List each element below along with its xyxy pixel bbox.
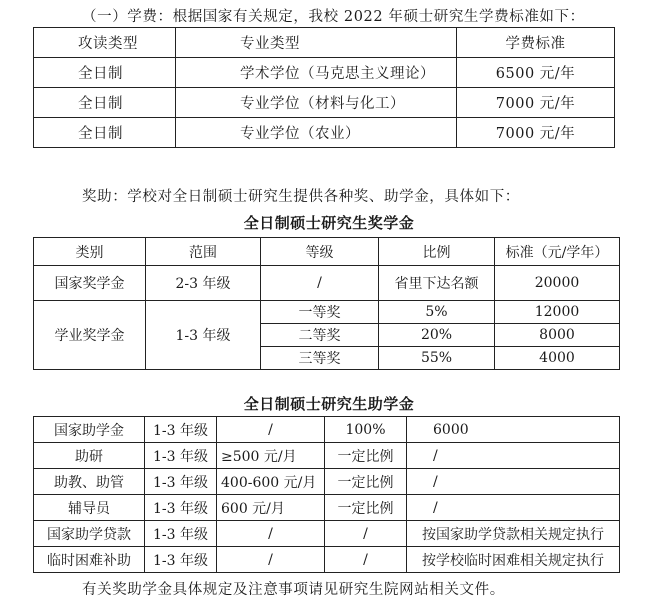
table-row — [34, 118, 615, 148]
table-header-row — [34, 238, 620, 266]
level-cell: / — [261, 266, 379, 301]
study-type-cell: 全日制 — [34, 118, 176, 148]
range-cell: 2-3 年级 — [146, 266, 261, 301]
grant-range-cell: 1-3 年级 — [145, 417, 217, 443]
scholarship-table — [33, 237, 620, 370]
grant-amount-cell: 400-600 元/月 — [217, 469, 325, 495]
program-type-cell: 专业学位（农业） — [176, 118, 457, 148]
grant-range-cell: 1-3 年级 — [145, 495, 217, 521]
grant-name-cell: 临时困难补助 — [34, 547, 145, 573]
amount-cell: 4000 — [495, 347, 620, 370]
table-row — [34, 495, 620, 521]
amount-cell: 8000 — [495, 324, 620, 347]
table-row — [34, 301, 620, 324]
table-row — [34, 469, 620, 495]
grant-ratio-cell: 一定比例 — [325, 495, 407, 521]
grant-range-cell: 1-3 年级 — [145, 521, 217, 547]
grant-standard-cell: 按学校临时困难相关规定执行 — [407, 547, 620, 573]
grant-standard-cell: 按国家助学贷款相关规定执行 — [407, 521, 620, 547]
grant-standard-cell: / — [407, 495, 620, 521]
fee-cell: 7000 元/年 — [457, 118, 615, 148]
grant-range-cell: 1-3 年级 — [145, 469, 217, 495]
grant-amount-cell: / — [217, 547, 325, 573]
tuition-intro: （一）学费：根据国家有关规定，我校 2022 年硕士研究生学费标准如下： — [82, 9, 585, 25]
header-amount: 标准（元/学年） — [495, 238, 620, 266]
level-cell: 二等奖 — [261, 324, 379, 347]
grant-amount-cell: / — [217, 521, 325, 547]
level-cell: 三等奖 — [261, 347, 379, 370]
table-row — [34, 547, 620, 573]
table-row — [34, 88, 615, 118]
study-type-cell: 全日制 — [34, 58, 176, 88]
category-cell: 学业奖学金 — [34, 301, 146, 370]
grant-name-cell: 国家助学金 — [34, 417, 145, 443]
header-category: 类别 — [34, 238, 146, 266]
range-cell: 1-3 年级 — [146, 301, 261, 370]
grant-ratio-cell: 100% — [325, 417, 407, 443]
grant-name-cell: 助研 — [34, 443, 145, 469]
ratio-cell: 省里下达名额 — [379, 266, 495, 301]
tuition-table — [33, 27, 615, 148]
table-row — [34, 58, 615, 88]
grant-ratio-cell: / — [325, 547, 407, 573]
grant-name-cell: 助教、助管 — [34, 469, 145, 495]
grants-table — [33, 416, 620, 573]
level-cell: 一等奖 — [261, 301, 379, 324]
grant-standard-cell: / — [407, 443, 620, 469]
header-level: 等级 — [261, 238, 379, 266]
table-row — [34, 521, 620, 547]
fee-cell: 7000 元/年 — [457, 88, 615, 118]
table-header-row — [34, 28, 615, 58]
table-row — [34, 443, 620, 469]
ratio-cell: 20% — [379, 324, 495, 347]
grant-ratio-cell: 一定比例 — [325, 443, 407, 469]
amount-cell: 20000 — [495, 266, 620, 301]
program-type-cell: 学术学位（马克思主义理论） — [176, 58, 457, 88]
study-type-cell: 全日制 — [34, 88, 176, 118]
grant-name-cell: 国家助学贷款 — [34, 521, 145, 547]
fee-cell: 6500 元/年 — [457, 58, 615, 88]
grant-ratio-cell: / — [325, 521, 407, 547]
header-program-type: 专业类型 — [176, 28, 457, 58]
grant-ratio-cell: 一定比例 — [325, 469, 407, 495]
grant-standard-cell: 6000 — [407, 417, 620, 443]
table-row — [34, 266, 620, 301]
grant-range-cell: 1-3 年级 — [145, 547, 217, 573]
header-study-type: 攻读类型 — [34, 28, 176, 58]
grant-amount-cell: ≥500 元/月 — [217, 443, 325, 469]
table-row — [34, 417, 620, 443]
grant-amount-cell: 600 元/月 — [217, 495, 325, 521]
grant-amount-cell: / — [217, 417, 325, 443]
grant-standard-cell: / — [407, 469, 620, 495]
grant-range-cell: 1-3 年级 — [145, 443, 217, 469]
header-ratio: 比例 — [379, 238, 495, 266]
awards-intro: 奖助：学校对全日制硕士研究生提供各种奖、助学金，具体如下： — [82, 189, 520, 205]
header-range: 范围 — [146, 238, 261, 266]
scholarship-title: 全日制硕士研究生奖学金 — [243, 214, 415, 232]
ratio-cell: 5% — [379, 301, 495, 324]
grants-title: 全日制硕士研究生助学金 — [243, 395, 415, 413]
grant-name-cell: 辅导员 — [34, 495, 145, 521]
program-type-cell: 专业学位（材料与化工） — [176, 88, 457, 118]
footer-note: 有关奖助学金具体规定及注意事项请见研究生院网站相关文件。 — [82, 582, 505, 598]
amount-cell: 12000 — [495, 301, 620, 324]
header-fee: 学费标准 — [457, 28, 615, 58]
ratio-cell: 55% — [379, 347, 495, 370]
category-cell: 国家奖学金 — [34, 266, 146, 301]
